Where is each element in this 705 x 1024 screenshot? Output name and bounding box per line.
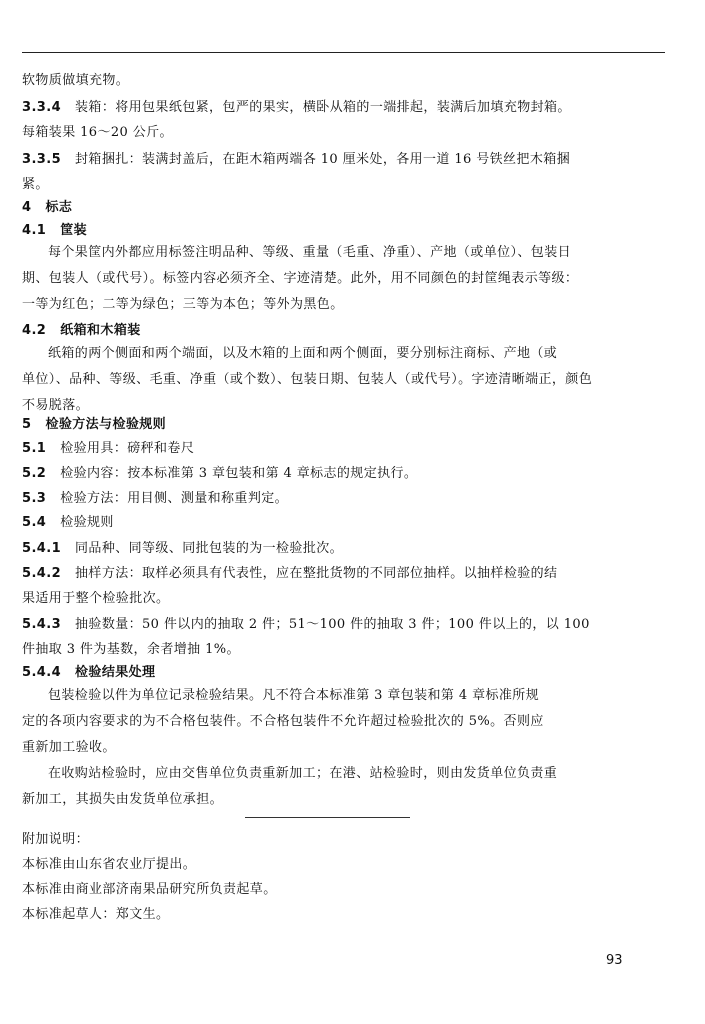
section-5-3: 5.3 检验方法：用目侧、测量和称重判定。 — [22, 491, 289, 506]
text-line: 果适用于整个检验批次。 — [22, 591, 170, 606]
section-divider — [245, 817, 410, 818]
section-5-4-3: 5.4.3 抽验数量：50 件以内的抽取 2 件；51～100 件的抽取 3 件；100 件以上的，以 100 — [22, 617, 590, 632]
text-line: 件抽取 3 件为基数，余者增抽 1%。 — [22, 642, 240, 657]
section-5-1: 5.1 检验用具：磅秤和卷尺 — [22, 441, 195, 456]
heading-4-1: 4.1 筐装 — [22, 223, 88, 238]
paragraph-4-1: 每个果筐内外都应用标签注明品种、等级、重量（毛重、净重）、产地（或单位）、包装日 期、包装人（或代号）。标签内容必须齐全、字迹清楚。此外，用不同颜色的封筐绳表示等级： 一等为红色；二等为绿色；三等为本色；等外为黑色。 — [22, 245, 579, 312]
text-line: 每箱装果 16～20 公斤。 — [22, 125, 173, 140]
appendix-title: 附加说明： — [22, 832, 90, 847]
heading-4-2: 4.2 纸箱和木箱装 — [22, 323, 141, 338]
appendix-line: 本标准由山东省农业厅提出。 — [22, 857, 197, 872]
paragraph-4-2: 纸箱的两个侧面和两个端面，以及木箱的上面和两个侧面，要分别标注商标、产地（或 单位）、品种、等级、毛重、净重（或个数）、包装日期、包装人（或代号）。字迹清晰端正，颜色 不易脱落。 — [22, 346, 593, 413]
page-number: 93 — [606, 953, 623, 968]
paragraph-5-4-4: 包装检验以件为单位记录检验结果。凡不符合本标准第 3 章包装和第 4 章标准所规 定的各项内容要求的为不合格包装件。不合格包装件不允许超过检验批次的 5%。否则应 重新加工验收。 在收购站检验时，应由交售单位负责重新加工；在港、站检验时，则由发货单位负责重 新加工，其损失由发货单位承担。 — [22, 688, 558, 807]
top-rule — [22, 52, 665, 53]
section-3-3-5: 3.3.5 封箱捆扎：装满封盖后，在距木箱两端各 10 厘米处，各用一道 16 号铁丝把木箱捆 — [22, 152, 571, 167]
section-5-4: 5.4 检验规则 — [22, 515, 114, 530]
section-3-3-4: 3.3.4 装箱：将用包果纸包紧，包严的果实，横卧从箱的一端排起，装满后加填充物封箱。 — [22, 100, 571, 115]
section-5-4-1: 5.4.1 同品种、同等级、同批包装的为一检验批次。 — [22, 541, 344, 556]
appendix-line: 本标准由商业部济南果品研究所负责起草。 — [22, 882, 277, 897]
heading-5-4-4: 5.4.4 检验结果处理 — [22, 665, 156, 680]
appendix-line: 本标准起草人：郑文生。 — [22, 907, 170, 922]
text-line: 紧。 — [22, 177, 49, 192]
heading-5: 5 检验方法与检验规则 — [22, 417, 167, 432]
section-5-2: 5.2 检验内容：按本标准第 3 章包装和第 4 章标志的规定执行。 — [22, 466, 418, 481]
section-5-4-2: 5.4.2 抽样方法：取样必须具有代表性，应在整批货物的不同部位抽样。以抽样检验的结 — [22, 566, 558, 581]
text-line: 软物质做填充物。 — [22, 73, 130, 88]
heading-4: 4 标志 — [22, 200, 73, 215]
